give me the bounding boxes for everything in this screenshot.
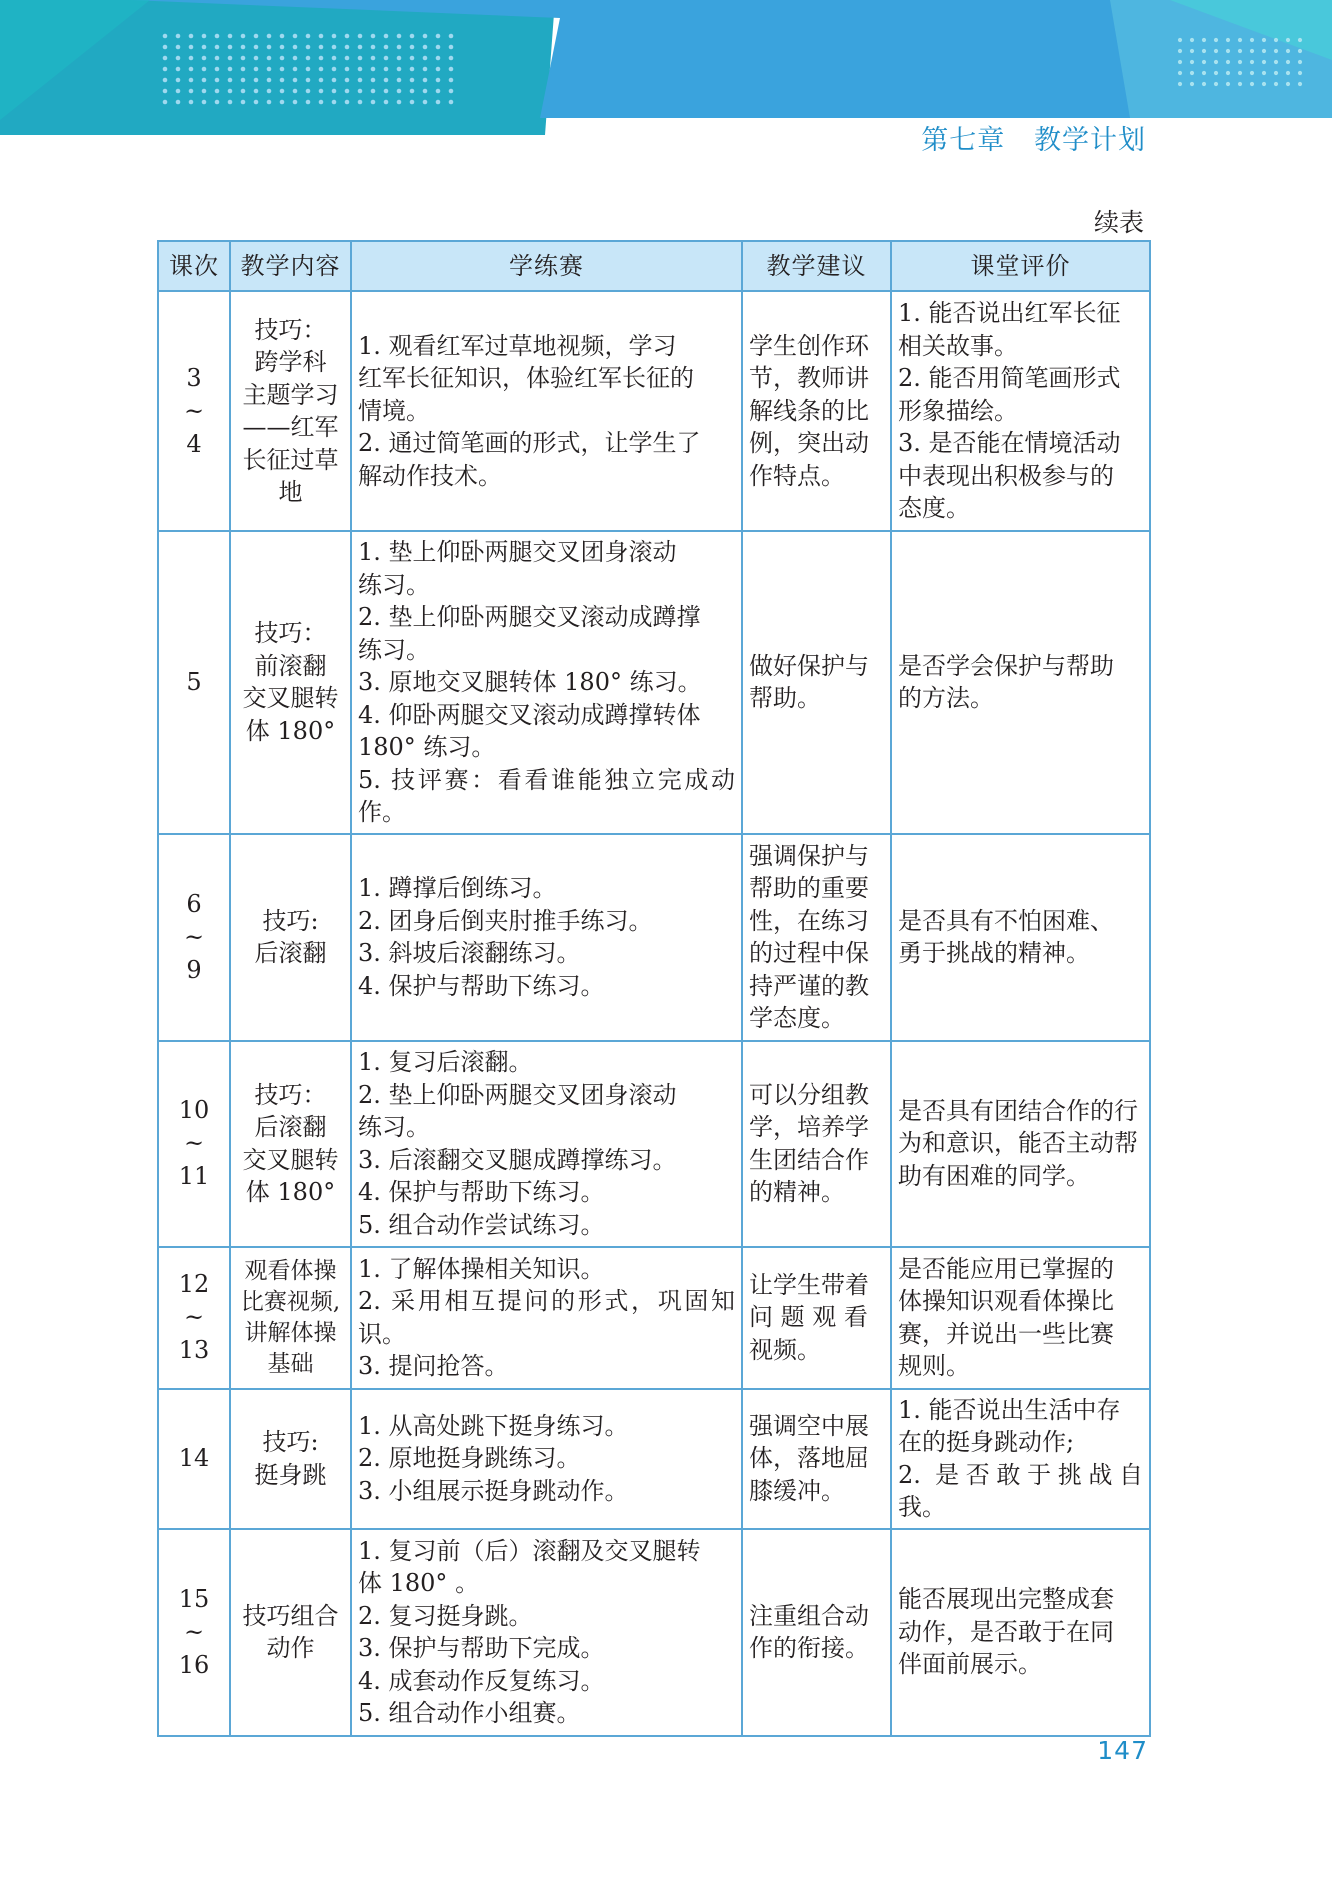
evaluation-line: 体操知识观看体操比 [898, 1287, 1114, 1315]
content-line: 基础 [267, 1350, 314, 1377]
lesson-cell [158, 1041, 230, 1247]
practice-line: 5. 组合动作小组赛。 [358, 1699, 581, 1727]
header-lesson: 课次 [158, 241, 230, 291]
lesson-cell [158, 1529, 230, 1736]
evaluation-line: 2. 能否用简笔画形式 [898, 364, 1121, 393]
chapter-title: 第七章 教学计划 [921, 125, 1146, 156]
content-line: 技巧: [262, 1428, 319, 1456]
advice-line: 的过程中保 [749, 939, 869, 967]
continued-label: 续表 [1093, 208, 1144, 237]
lesson-line: 12 [178, 1270, 210, 1298]
evaluation-line: 是否具有团结合作的行 [898, 1096, 1138, 1125]
practice-line: 练习。 [358, 570, 430, 599]
advice-line: 学态度。 [749, 1004, 845, 1032]
table-header-row [158, 241, 1150, 291]
practice-line: 1. 复习后滚翻。 [358, 1048, 533, 1076]
advice-line: 作特点。 [749, 461, 845, 490]
evaluation-line: 赛，并说出一些比赛 [898, 1319, 1114, 1348]
header-evaluation: 课堂评价 [891, 241, 1150, 291]
lesson-cell [158, 834, 230, 1041]
lesson-line: 4 [186, 429, 202, 458]
evaluation-line: 规则。 [898, 1352, 970, 1380]
evaluation-line: 态度。 [898, 494, 970, 523]
advice-line: 学，培养学 [749, 1113, 869, 1141]
content-line: 挺身跳 [254, 1460, 327, 1489]
lesson-cell [158, 1389, 230, 1529]
table-row [158, 1247, 1150, 1389]
advice-line: 例，突出动 [749, 429, 869, 458]
practice-cell [351, 291, 742, 531]
content-line: 技巧: [262, 906, 319, 935]
practice-cell [351, 1041, 742, 1247]
practice-line: 3. 后滚翻交叉腿成蹲撑练习。 [358, 1145, 677, 1174]
practice-line: 180° 练习。 [358, 733, 496, 761]
content-cell [230, 291, 351, 531]
lesson-line: ~ [183, 1617, 205, 1646]
practice-line: 5. 组合动作尝试练习。 [358, 1210, 605, 1239]
content-line: 讲解体操 [244, 1319, 337, 1346]
evaluation-cell [891, 531, 1150, 834]
practice-line: 练习。 [358, 635, 430, 664]
lesson-line: 9 [186, 955, 202, 984]
practice-line: 1. 垫上仰卧两腿交叉团身滚动 [358, 538, 677, 566]
content-line: 后滚翻 [254, 1113, 327, 1141]
lesson-line: 13 [178, 1336, 210, 1364]
header-banner [0, 0, 1332, 135]
advice-line: 帮助的重要 [749, 874, 869, 902]
evaluation-line: 中表现出积极参与的 [898, 461, 1114, 490]
content-line: 交叉腿转 [242, 1145, 339, 1174]
practice-line: 2. 复习挺身跳。 [358, 1601, 533, 1630]
practice-line: 4. 仰卧两腿交叉滚动成蹲撑转体 [358, 700, 701, 729]
evaluation-line: 2. 是否敢于挑战自我。 [898, 1460, 1143, 1521]
page-number: 147 [1097, 1736, 1148, 1765]
advice-line: 帮助。 [749, 684, 821, 713]
evaluation-cell [891, 291, 1150, 531]
content-line: 体 180° [245, 716, 336, 745]
lesson-line: ~ [183, 396, 205, 425]
advice-line: 节，教师讲 [749, 364, 869, 393]
lesson-line: 14 [178, 1444, 210, 1472]
practice-line: 4. 保护与帮助下练习。 [358, 971, 605, 1000]
lesson-line: ~ [183, 1129, 205, 1157]
table-row [158, 1389, 1150, 1529]
practice-line: 2. 垫上仰卧两腿交叉滚动成蹲撑 [358, 603, 701, 631]
practice-line: 2. 采用相互提问的形式，巩固知识。 [358, 1287, 735, 1348]
content-line: 主题学习 [242, 380, 339, 409]
practice-line: 4. 保护与帮助下练习。 [358, 1178, 605, 1206]
evaluation-line: 是否具有不怕困难、 [898, 906, 1114, 935]
teaching-plan-table [157, 240, 1151, 1737]
table-row [158, 291, 1150, 531]
content-line: 前滚翻 [254, 651, 327, 680]
evaluation-cell [891, 1529, 1150, 1736]
lesson-line: 16 [178, 1650, 210, 1679]
advice-line: 让学生带着 [749, 1270, 869, 1299]
practice-cell [351, 1389, 742, 1529]
lesson-cell [158, 1247, 230, 1389]
advice-line: 持严谨的教 [749, 971, 869, 1000]
advice-cell [742, 1247, 891, 1389]
evaluation-line: 为和意识，能否主动帮 [898, 1129, 1138, 1158]
content-cell [230, 1041, 351, 1247]
content-cell [230, 1247, 351, 1389]
content-line: 观看体操 [244, 1257, 337, 1284]
content-line: 技巧： [254, 315, 327, 344]
evaluation-line: 伴面前展示。 [898, 1650, 1042, 1679]
practice-cell [351, 834, 742, 1041]
practice-line: 1. 蹲撑后倒练习。 [358, 874, 557, 902]
lesson-line: 10 [178, 1096, 210, 1124]
content-cell [230, 531, 351, 834]
practice-line: 4. 成套动作反复练习。 [358, 1666, 605, 1695]
content-line: 技巧组合 [242, 1601, 339, 1630]
content-line: 地 [278, 478, 303, 506]
advice-line: 作的衔接。 [749, 1634, 869, 1662]
lesson-line: ~ [183, 922, 205, 951]
advice-line: 膝缓冲。 [749, 1476, 845, 1505]
content-line: 后滚翻 [254, 939, 327, 967]
advice-line: 做好保护与 [749, 651, 869, 680]
evaluation-line: 动作，是否敢于在同 [898, 1617, 1114, 1646]
practice-line: 1. 复习前（后）滚翻及交叉腿转 [358, 1536, 701, 1565]
practice-line: 情境。 [358, 396, 430, 425]
lesson-line: 5 [186, 667, 202, 696]
lesson-line: 11 [178, 1162, 210, 1190]
advice-line: 可以分组教 [749, 1080, 869, 1109]
practice-line: 3. 小组展示挺身跳动作。 [358, 1476, 629, 1505]
advice-line: 注重组合动 [749, 1601, 869, 1630]
content-line: 技巧： [254, 1080, 327, 1109]
advice-line: 问 题 观 看 [749, 1303, 868, 1332]
evaluation-line: 1. 能否说出生活中存 [898, 1395, 1121, 1424]
table-row [158, 531, 1150, 834]
advice-line: 性，在练习 [749, 906, 869, 935]
evaluation-line: 3. 是否能在情境活动 [898, 429, 1121, 458]
advice-line: 解线条的比 [749, 396, 869, 425]
content-line: 比赛视频, [240, 1288, 341, 1315]
content-line: 交叉腿转 [242, 684, 339, 713]
practice-cell [351, 1529, 742, 1736]
header-practice: 学练赛 [351, 241, 742, 291]
content-cell [230, 1529, 351, 1736]
content-line: 长征过草 [242, 445, 339, 474]
practice-line: 解动作技术。 [358, 461, 502, 490]
evaluation-line: 相关故事。 [898, 331, 1018, 360]
content-line: 体 180° [245, 1178, 336, 1206]
practice-line: 2. 垫上仰卧两腿交叉团身滚动 [358, 1080, 677, 1109]
evaluation-line: 形象描绘。 [898, 396, 1018, 425]
table-row [158, 1529, 1150, 1736]
advice-line: 生团结合作 [749, 1145, 869, 1174]
table-row [158, 1041, 1150, 1247]
practice-line: 5. 技评赛：看看谁能独立完成动作。 [358, 765, 735, 826]
advice-cell [742, 291, 891, 531]
advice-line: 强调空中展 [749, 1411, 869, 1440]
header-advice: 教学建议 [742, 241, 891, 291]
practice-line: 3. 斜坡后滚翻练习。 [358, 939, 581, 967]
table-row [158, 834, 1150, 1041]
practice-line: 3. 原地交叉腿转体 180° 练习。 [358, 668, 702, 696]
advice-line: 体，落地屈 [749, 1444, 869, 1473]
evaluation-cell [891, 834, 1150, 1041]
lesson-cell [158, 291, 230, 531]
evaluation-line: 是否学会保护与帮助 [898, 651, 1114, 680]
content-line: 跨学科 [254, 348, 327, 376]
advice-line: 强调保护与 [749, 841, 869, 870]
advice-cell [742, 1041, 891, 1247]
practice-line: 体 180° 。 [358, 1569, 480, 1597]
content-cell [230, 834, 351, 1041]
advice-cell [742, 531, 891, 834]
evaluation-line: 是否能应用已掌握的 [898, 1254, 1114, 1283]
advice-line: 学生创作环 [749, 331, 869, 360]
evaluation-cell [891, 1389, 1150, 1529]
practice-line: 练习。 [358, 1113, 430, 1141]
practice-cell [351, 531, 742, 834]
content-line: 技巧： [254, 619, 327, 648]
practice-line: 1. 了解体操相关知识。 [358, 1254, 605, 1283]
advice-line: 视频。 [749, 1335, 821, 1364]
advice-line: 的精神。 [749, 1178, 845, 1206]
evaluation-cell [891, 1041, 1150, 1247]
evaluation-cell [891, 1247, 1150, 1389]
lesson-line: 3 [186, 363, 202, 392]
practice-line: 2. 团身后倒夹肘推手练习。 [358, 906, 653, 935]
practice-line: 2. 原地挺身跳练习。 [358, 1444, 581, 1473]
practice-line: 3. 提问抢答。 [358, 1352, 509, 1380]
evaluation-line: 的方法。 [898, 684, 994, 713]
evaluation-line: 在的挺身跳动作; [898, 1428, 1075, 1456]
lesson-line: ~ [183, 1303, 205, 1331]
evaluation-line: 1. 能否说出红军长征 [898, 299, 1121, 328]
lesson-line: 15 [178, 1584, 210, 1613]
advice-cell [742, 834, 891, 1041]
evaluation-line: 能否展现出完整成套 [898, 1585, 1114, 1614]
lesson-cell [158, 531, 230, 834]
evaluation-line: 助有困难的同学。 [898, 1161, 1090, 1190]
lesson-line: 6 [186, 889, 202, 918]
practice-line: 3. 保护与帮助下完成。 [358, 1634, 605, 1662]
practice-line: 1. 从高处跳下挺身练习。 [358, 1411, 629, 1440]
practice-line: 2. 通过简笔画的形式，让学生了 [358, 429, 701, 458]
practice-line: 红军长征知识，体验红军长征的 [358, 364, 694, 393]
practice-line: 1. 观看红军过草地视频，学习 [358, 331, 677, 360]
content-line: ——红军 [242, 413, 339, 441]
evaluation-line: 勇于挑战的精神。 [898, 939, 1090, 967]
header-content: 教学内容 [230, 241, 351, 291]
content-cell [230, 1389, 351, 1529]
table-body [158, 291, 1150, 1736]
advice-cell [742, 1529, 891, 1736]
advice-cell [742, 1389, 891, 1529]
practice-cell [351, 1247, 742, 1389]
content-line: 动作 [266, 1634, 315, 1662]
